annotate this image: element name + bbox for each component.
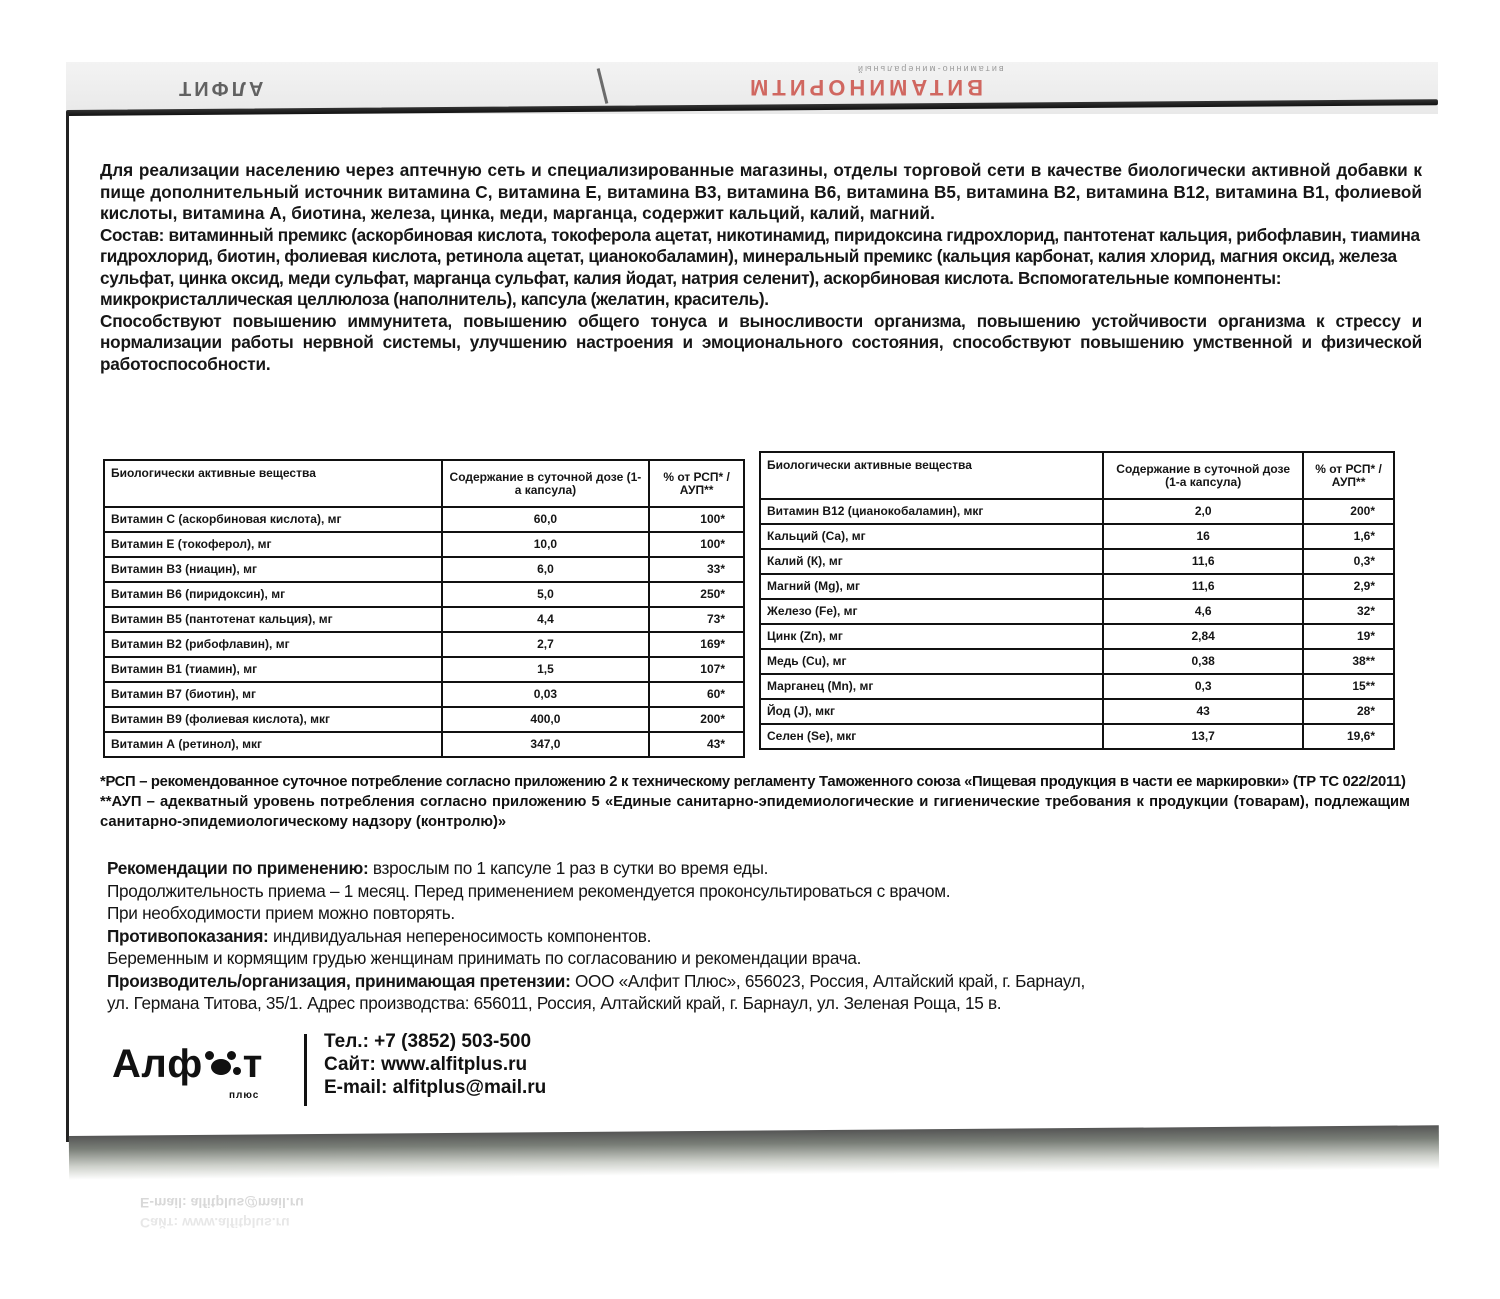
contraindications-text: индивидуальная непереносимость компонентов. bbox=[268, 925, 652, 946]
usage-line bbox=[107, 857, 1407, 880]
table-row bbox=[104, 532, 744, 557]
substance-percent: 33* bbox=[649, 557, 744, 582]
substance-name: Цинк (Zn), мг bbox=[760, 624, 1103, 649]
substance-value: 4,6 bbox=[1103, 599, 1303, 624]
table-row bbox=[760, 724, 1394, 749]
substance-value: 347,0 bbox=[442, 732, 650, 757]
table-row bbox=[760, 599, 1394, 624]
header-content: Содержание в суточной дозе (1-а капсула) bbox=[442, 460, 650, 507]
substance-percent: 100* bbox=[649, 507, 744, 532]
substance-name: Кальций (Са), мг bbox=[760, 524, 1103, 549]
substance-value: 2,84 bbox=[1103, 624, 1303, 649]
substance-value: 43 bbox=[1103, 699, 1303, 724]
footnotes bbox=[100, 772, 1410, 832]
email-text: E-mail: alfitplus@mail.ru bbox=[324, 1077, 547, 1098]
substance-percent: 28* bbox=[1303, 699, 1394, 724]
substance-percent: 19* bbox=[1303, 624, 1394, 649]
table-row bbox=[104, 607, 744, 632]
composition-text: витаминный премикс (аскорбиновая кислота, токоферола ацетат, никотинамид, пиридоксина гидрохлорид, пантотенат кальция, рибофлавин, тиамина гидрохлорид, биотин, фолиевая кислота, ретинола ацетат, цианокобаламин), минеральный премикс (кальция карбонат, калия хлорид, магния оксид, железа сульфат, цинка оксид, меди сульфат, марганца сульфат, калия йодат, натрия селенит), аскорбиновая кислота. Вспомогательные компоненты: микрокристаллическая целлюлоза (наполнитель), капсула (желатин, краситель). bbox=[100, 224, 1420, 309]
nutrition-tables bbox=[103, 459, 1398, 749]
logo-text-right: т bbox=[242, 1042, 263, 1086]
substance-name: Витамин В12 (цианокобаламин), мкг bbox=[760, 499, 1103, 524]
footnote-aup: **АУП – адекватный уровень потребления согласно приложению 5 «Единые санитарно-эпидемиологические и гигиенические требования к продукции (товарам), подлежащим санитарно-эпидемиологическому надзору (контролю)» bbox=[100, 794, 1410, 830]
substance-value: 13,7 bbox=[1103, 724, 1303, 749]
substance-value: 0,03 bbox=[442, 682, 650, 707]
table-row bbox=[760, 549, 1394, 574]
brand-contacts bbox=[104, 1028, 704, 1108]
substance-value: 60,0 bbox=[442, 507, 650, 532]
substance-name: Йод (J), мкг bbox=[760, 699, 1103, 724]
label-text-block bbox=[100, 160, 1422, 375]
substance-value: 5,0 bbox=[442, 582, 650, 607]
reflection-email: E-mail: alfitplus@mail.ru bbox=[140, 1195, 304, 1211]
reflection-site: Сайт: www.alfitplus.ru bbox=[140, 1215, 290, 1231]
substance-percent: 1,6* bbox=[1303, 524, 1394, 549]
substance-name: Марганец (Mn), мг bbox=[760, 674, 1103, 699]
header-percent: % от РСП* / АУП** bbox=[649, 460, 744, 507]
substance-value: 6,0 bbox=[442, 557, 650, 582]
nutrition-table-vitamins bbox=[103, 459, 745, 758]
table-header-row bbox=[104, 460, 744, 507]
logo-text-left: Алф bbox=[112, 1042, 203, 1086]
substance-percent: 0,3* bbox=[1303, 549, 1394, 574]
brand-logo bbox=[112, 1042, 263, 1087]
substance-name: Калий (К), мг bbox=[760, 549, 1103, 574]
logo-subtitle: плюс bbox=[229, 1090, 260, 1101]
substance-name: Витамин В2 (рибофлавин), мг bbox=[104, 632, 442, 657]
composition-paragraph bbox=[100, 225, 1422, 311]
repeat-line: При необходимости прием можно повторять. bbox=[107, 903, 455, 923]
substance-percent: 60* bbox=[649, 682, 744, 707]
substance-name: Медь (Cu), мг bbox=[760, 649, 1103, 674]
substance-percent: 107* bbox=[649, 657, 744, 682]
mirrored-subtitle-text: витаминно-минеральный bbox=[856, 64, 1004, 74]
usage-notes bbox=[107, 857, 1407, 1015]
footnote-rsp: *РСП – рекомендованное суточное потребление согласно приложению 2 к техническому регламенту Таможенного союза «Пищевая продукция в части ее маркировки» (ТР ТС 022/2011) bbox=[100, 774, 1406, 790]
website-text: Сайт: www.alfitplus.ru bbox=[324, 1054, 528, 1075]
table-row bbox=[760, 624, 1394, 649]
contraindications-line bbox=[107, 925, 1407, 948]
header-content: Содержание в суточной дозе (1-а капсула) bbox=[1103, 452, 1303, 499]
substance-name: Селен (Se), мкг bbox=[760, 724, 1103, 749]
duration-line: Продолжительность приема – 1 месяц. Перед применением рекомендуется проконсультироваться с врачом. bbox=[107, 880, 951, 901]
substance-value: 1,5 bbox=[442, 657, 650, 682]
manufacturer-label: Производитель/организация, принимающая претензии: bbox=[107, 970, 571, 991]
substance-percent: 32* bbox=[1303, 599, 1394, 624]
substance-name: Железо (Fe), мг bbox=[760, 599, 1103, 624]
table-row bbox=[104, 707, 744, 732]
substance-value: 2,0 bbox=[1103, 499, 1303, 524]
table-row bbox=[760, 574, 1394, 599]
usage-label: Рекомендации по применению: bbox=[107, 858, 369, 878]
table-row bbox=[104, 732, 744, 757]
substance-percent: 200* bbox=[649, 707, 744, 732]
substance-value: 2,7 bbox=[442, 632, 650, 657]
box-bottom-edge bbox=[69, 1125, 1439, 1180]
substance-percent: 169* bbox=[649, 632, 744, 657]
manufacturer-text: ООО «Алфит Плюс», 656023, Россия, Алтайский край, г. Барнаул, bbox=[570, 970, 1085, 991]
contraindications-label: Противопоказания: bbox=[107, 925, 269, 946]
table-row bbox=[760, 524, 1394, 549]
benefits-paragraph: Способствуют повышению иммунитета, повышению общего тонуса и выносливости организма, повышению устойчивости организма к стрессу и нормализации работы нервной системы, улучшению настроения и эмоционального состояния, способствуют повышению умственной и физической работоспособности. bbox=[100, 310, 1422, 374]
substance-value: 11,6 bbox=[1103, 574, 1303, 599]
substance-percent: 100* bbox=[649, 532, 744, 557]
table-row bbox=[760, 499, 1394, 524]
table-row bbox=[104, 582, 744, 607]
substance-name: Витамин В1 (тиамин), мг bbox=[104, 657, 442, 682]
nutrition-table-minerals bbox=[759, 451, 1395, 750]
substance-name: Витамин В7 (биотин), мг bbox=[104, 682, 442, 707]
usage-text: взрослым по 1 капсуле 1 раз в сутки во время еды. bbox=[368, 858, 769, 878]
substance-name: Витамин Е (токоферол), мг bbox=[104, 532, 442, 557]
substance-value: 16 bbox=[1103, 524, 1303, 549]
substance-percent: 43* bbox=[649, 732, 744, 757]
table-row bbox=[104, 632, 744, 657]
substance-value: 400,0 bbox=[442, 707, 650, 732]
header-substance: Биологически активные вещества bbox=[760, 452, 1103, 499]
substance-name: Витамин В6 (пиридоксин), мг bbox=[104, 582, 442, 607]
substance-name: Витамин В5 (пантотенат кальция), мг bbox=[104, 607, 442, 632]
contacts-divider bbox=[304, 1034, 307, 1106]
substance-name: Витамин В9 (фолиевая кислота), мкг bbox=[104, 707, 442, 732]
table-row bbox=[104, 682, 744, 707]
intro-paragraph: Для реализации населению через аптечную сеть и специализированные магазины, отделы торговой сети в качестве биологически активной добавки к пище дополнительный источник витамина С, витамина Е, витамина В3, витамина В6, витамина В5, витамина В2, витамина В12, витамина В1, фолиевой кислоты, витамина А, биотина, железа, цинка, меди, марганца, содержит кальций, калий, магний. bbox=[100, 160, 1422, 223]
substance-percent: 15** bbox=[1303, 674, 1394, 699]
contact-lines bbox=[324, 1030, 546, 1099]
substance-percent: 73* bbox=[649, 607, 744, 632]
manufacturer-address-line: ул. Германа Титова, 35/1. Адрес производства: 656011, Россия, Алтайский край, г. Барнаул, ул. Зеленая Роща, 15 в. bbox=[107, 993, 1002, 1013]
logo-molecule-icon bbox=[203, 1045, 243, 1079]
manufacturer-line bbox=[107, 970, 1407, 993]
table-row bbox=[104, 507, 744, 532]
header-percent: % от РСП* / АУП** bbox=[1303, 452, 1394, 499]
table-row bbox=[104, 657, 744, 682]
mirrored-brand-text: АЛФИТ bbox=[176, 77, 264, 99]
substance-value: 11,6 bbox=[1103, 549, 1303, 574]
mirrored-product-title: ВИТАМИНОРИТМ bbox=[746, 75, 984, 100]
flap-divider bbox=[597, 68, 609, 104]
phone-text: Тел.: +7 (3852) 503-500 bbox=[324, 1031, 532, 1052]
substance-name: Витамин А (ретинол), мкг bbox=[104, 732, 442, 757]
table-row bbox=[760, 649, 1394, 674]
substance-value: 0,38 bbox=[1103, 649, 1303, 674]
table-row bbox=[104, 557, 744, 582]
substance-name: Витамин С (аскорбиновая кислота), мг bbox=[104, 507, 442, 532]
substance-value: 4,4 bbox=[442, 607, 650, 632]
pregnancy-line: Беременным и кормящим грудью женщинам принимать по согласованию и рекомендации врача. bbox=[107, 948, 862, 968]
substance-percent: 200* bbox=[1303, 499, 1394, 524]
composition-label: Состав: bbox=[100, 224, 165, 245]
header-substance: Биологически активные вещества bbox=[104, 460, 442, 507]
table-row bbox=[760, 699, 1394, 724]
substance-name: Витамин В3 (ниацин), мг bbox=[104, 557, 442, 582]
table-row bbox=[760, 674, 1394, 699]
substance-value: 0,3 bbox=[1103, 674, 1303, 699]
substance-name: Магний (Mg), мг bbox=[760, 574, 1103, 599]
substance-percent: 19,6* bbox=[1303, 724, 1394, 749]
substance-percent: 2,9* bbox=[1303, 574, 1394, 599]
substance-value: 10,0 bbox=[442, 532, 650, 557]
substance-percent: 250* bbox=[649, 582, 744, 607]
substance-percent: 38** bbox=[1303, 649, 1394, 674]
table-header-row bbox=[760, 452, 1394, 499]
